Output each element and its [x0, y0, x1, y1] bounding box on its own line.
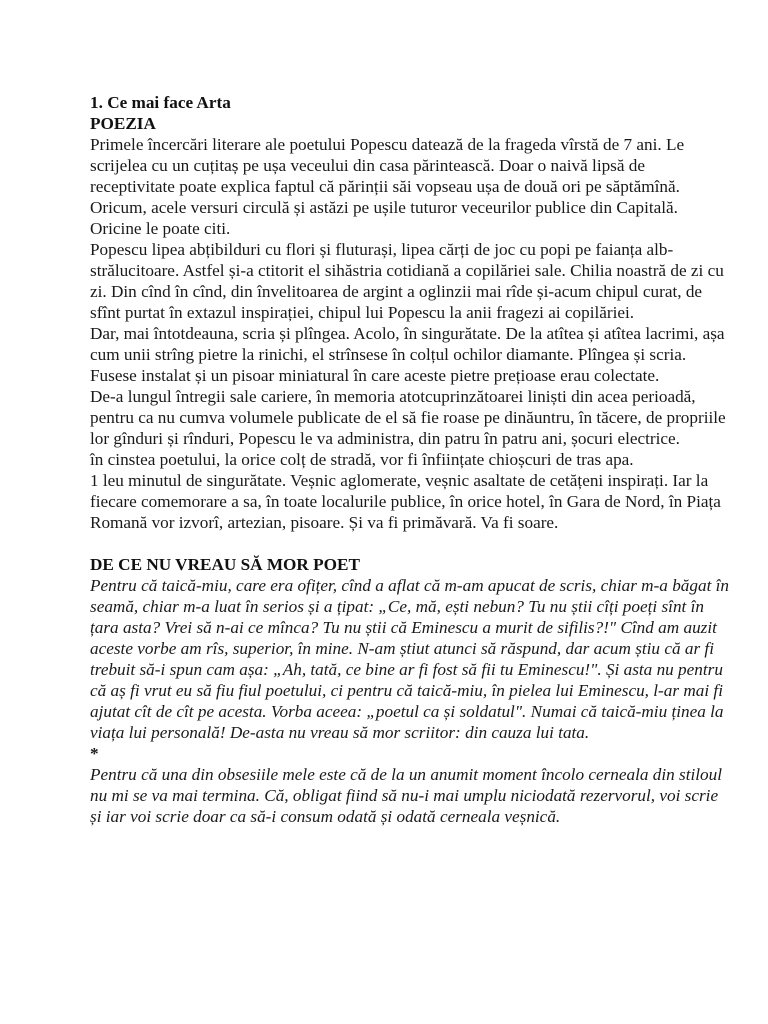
paragraph: Popescu lipea abțibilduri cu flori și fluturași, lipea cărți de joc cu popi pe faianța alb-strălucitoare. Astfel și-a ctitorit el sihăstria cotidiană a copilăriei sale. Chilia noastră de zi cu zi. Din cînd în cînd, din învelitoarea de argint a oglinzii mai rîde și-acum chipul curat, de sfînt purtat în extazul inspirației, chipul lui Popescu la anii fragezi ai copilăriei. [90, 240, 724, 322]
paragraph: în cinstea poetului, la orice colț de stradă, vor fi înființate chioșcuri de tras apa. [90, 450, 634, 469]
paragraph: 1 leu minutul de singurătate. Veșnic aglomerate, veșnic asaltate de cetățeni inspirați. Iar la fiecare comemorare a sa, în toate localurile publice, în orice hotel, în Gara de Nord, în Piața Romană vor izvorî, artezian, pisoare. Și va fi primăvară. Va fi soare. [90, 471, 721, 532]
italic-paragraph: Pentru că una din obsesiile mele este că de la un anumit moment încolo cerneala din stiloul nu mi se va mai termina. Că, obligat fiind să nu-i mai umplu niciodată rezervorul, voi scrie și iar voi scrie doar ca să-i consum odată și odată cerneala veșnică. [90, 765, 723, 826]
paragraph: Dar, mai întotdeauna, scria și plîngea. Acolo, în singurătate. De la atîtea și atîtea lacrimi, așa cum unii strîng pietre la rinichi, el strînsese în colțul ochilor diamante. Plîngea și scria. Fusese instalat și un pisoar miniatural în care aceste pietre prețioase erau colectate. [90, 324, 725, 385]
section-subtitle: POEZIA [90, 114, 156, 133]
document-page [90, 92, 730, 827]
paragraph: De-a lungul întregii sale cariere, în memoria atotcuprinzătoarei liniști din acea perioadă, pentru ca nu cumva volumele publicate de el să fie roase pe dinăuntru, în tăcere, de propriile lor gînduri și rînduri, Popescu le va administra, din patru în patru ani, șocuri electrice. [90, 387, 726, 448]
italic-paragraph: Pentru că taică-miu, care era ofițer, cînd a aflat că m-am apucat de scris, chiar m-a băgat în seamă, chiar m-a luat în serios și a țipat: „Ce, mă, ești nebun? Tu nu știi cîți poeți sînt în țara asta? Vrei să n-ai ce mînca? Tu nu știi că Eminescu a murit de sifilis?!" Cînd am auzit aceste vorbe am rîs, superior, în mine. N-am știut atunci să răspund, dar acum știu că ar fi trebuit să-i spun cam așa: „Ah, tată, ce bine ar fi fost să fii tu Eminescu!". Și asta nu pentru că aș fi vrut eu să fiu fiul poetului, ci pentru că taică-miu, în pielea lui Eminescu, l-ar mai fi ajutat cît de cît pe acesta. Vorba aceea: „poetul ca și soldatul". Numai că taică-miu ținea la viața lui personală! De-asta nu vreau să mor scriitor: din cauza lui tata. [90, 576, 730, 742]
poem-title: DE CE NU VREAU SĂ MOR POET [90, 555, 360, 574]
separator-star: * [90, 744, 99, 763]
spacer [90, 533, 730, 554]
section-title: 1. Ce mai face Arta [90, 93, 231, 112]
paragraph: Primele încercări literare ale poetului Popescu datează de la fragedа vîrstă de 7 ani. Le scrijelea cu un cuțitaș pe ușa veceului din casa părintească. Doar o naivă lipsă de receptivitate poate explica faptul că părinții săi vopseau ușa de două ori pe săptămînă. Oricum, acele versuri circulă și astăzi pe ușile tuturor veceurilor publice din Capitală. Oricine le poate citi. [90, 135, 685, 238]
